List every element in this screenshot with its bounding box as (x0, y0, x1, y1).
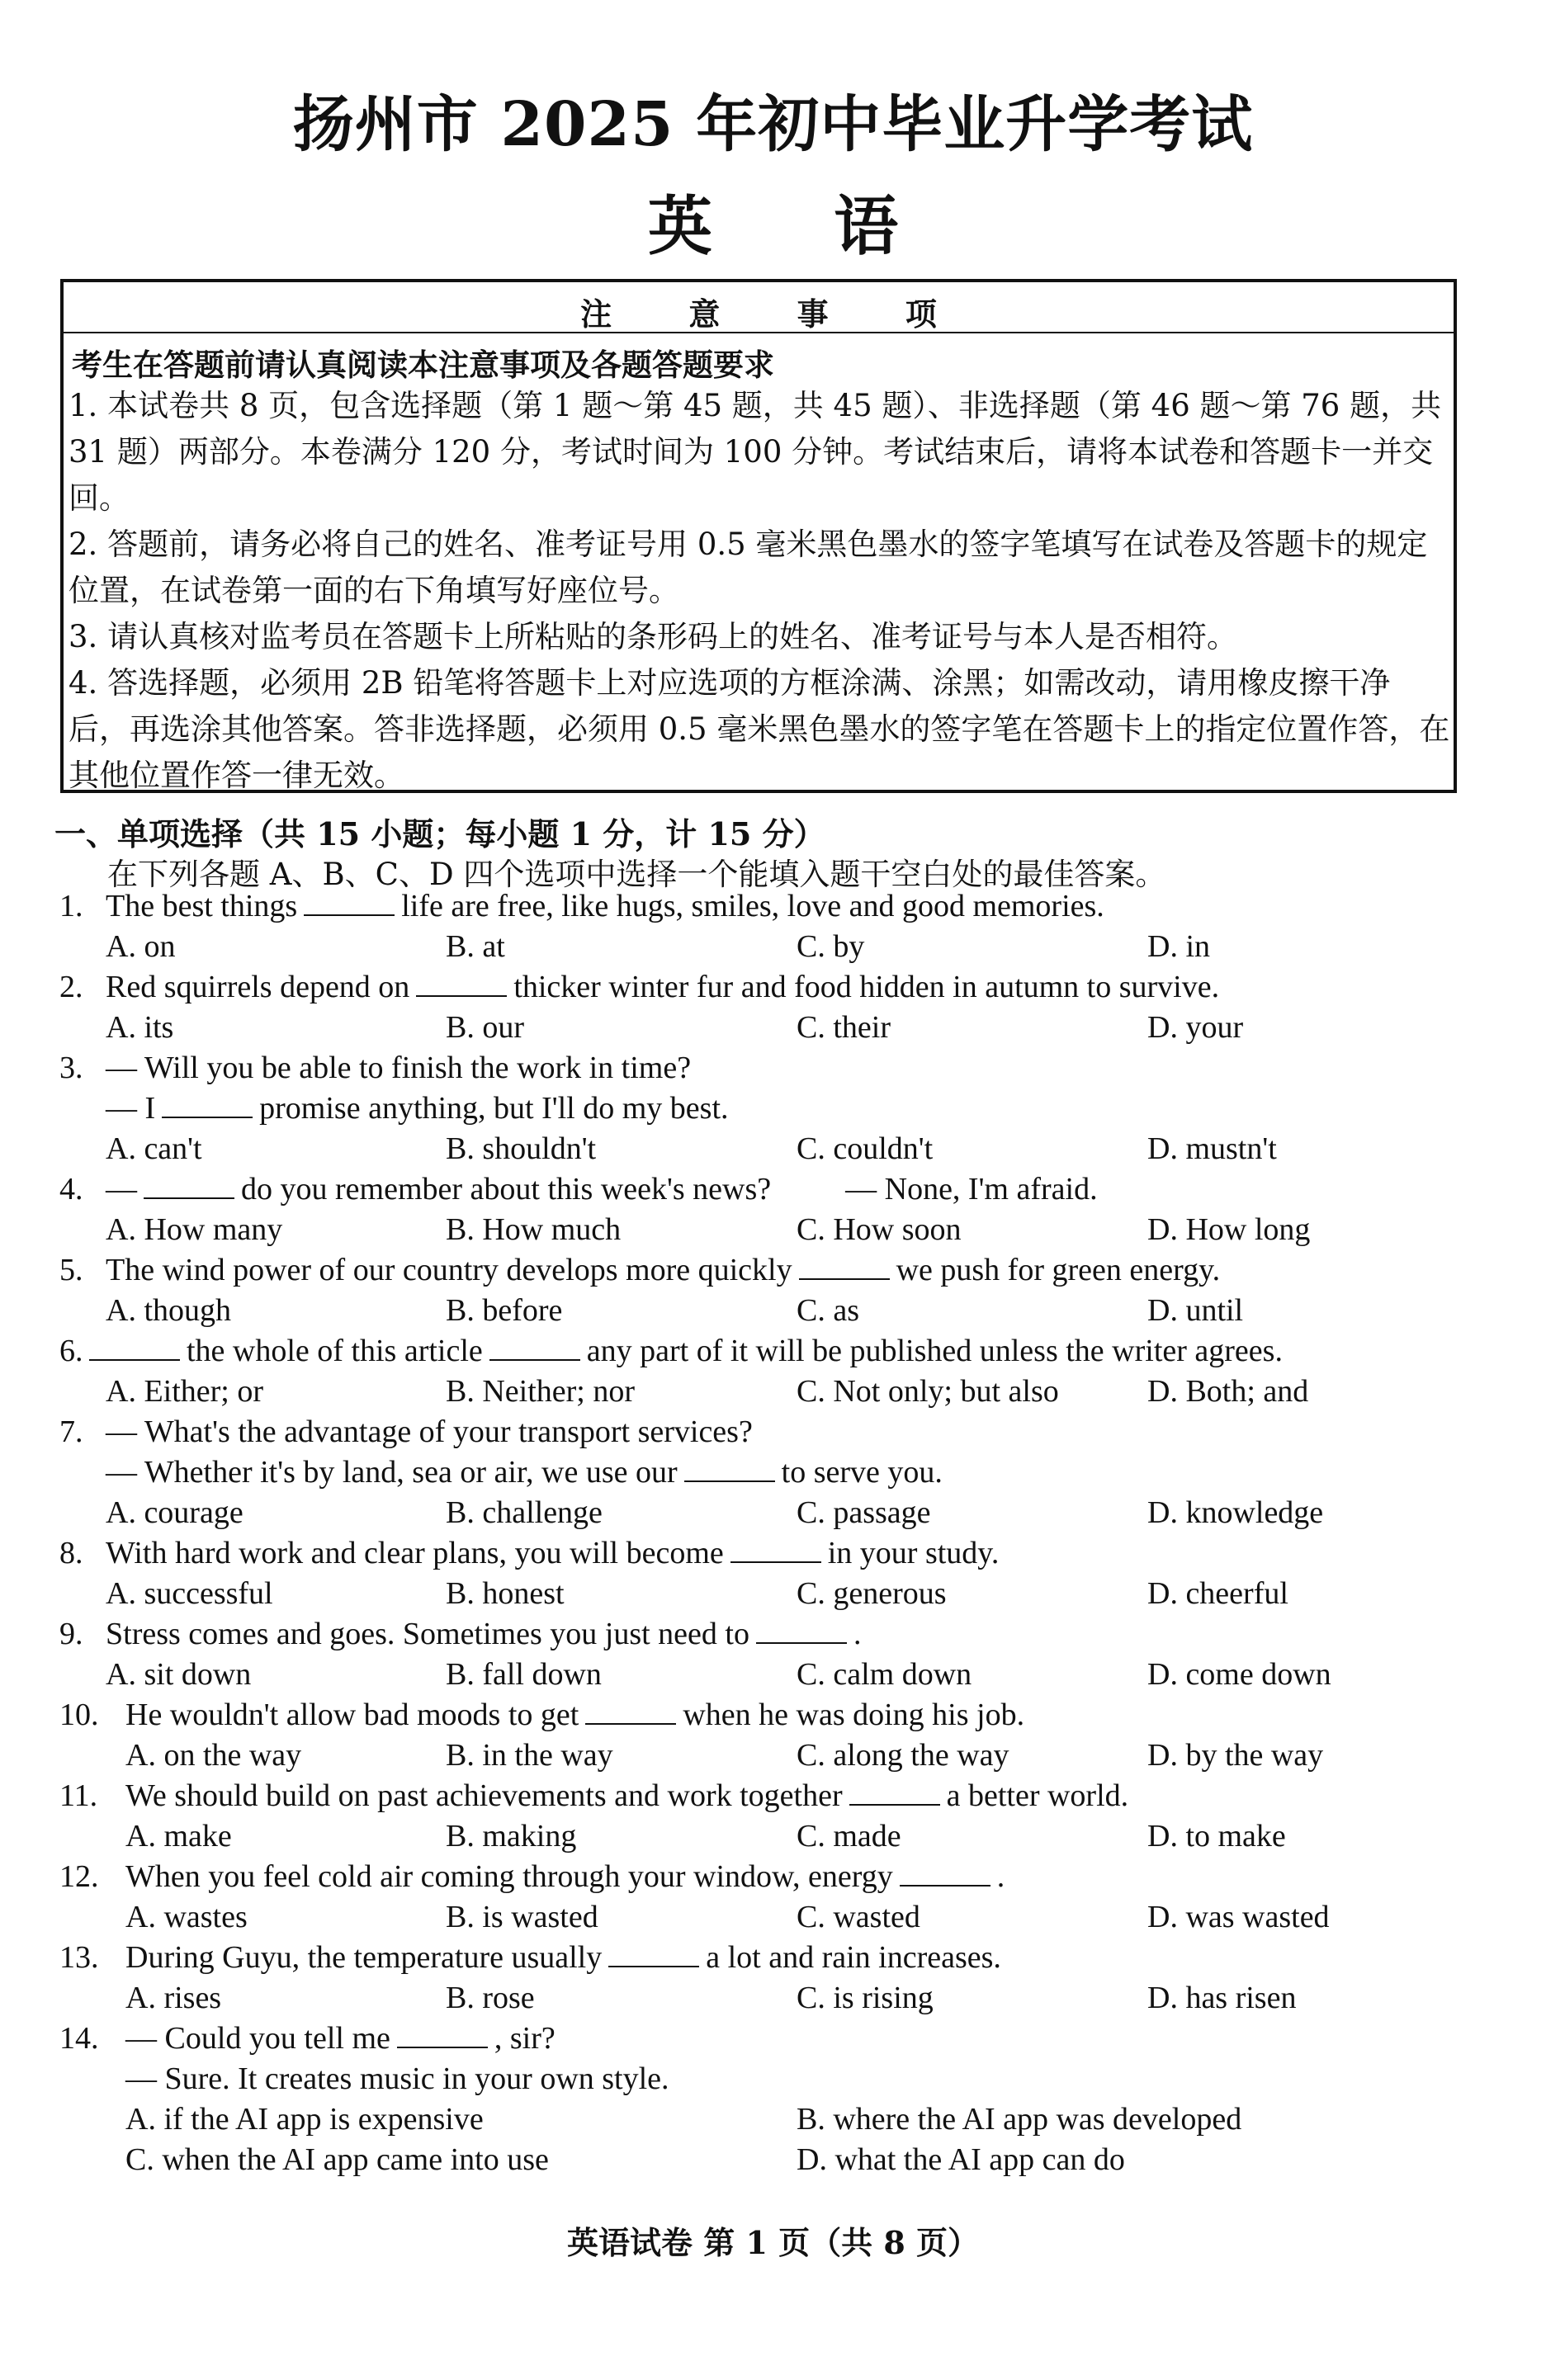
question-number: 4. (59, 1172, 83, 1207)
section-title: 一、单项选择（共 15 小题；每小题 1 分，计 15 分） (54, 815, 825, 852)
notice-item-4: 4. 答选择题，必须用 2B 铅笔将答题卡上对应选项的方框涂满、涂黑；如需改动，请用橡皮擦干净后，再选涂其他答案。答非选择题，必须用 0.5 毫米黑色墨水的签字笔在答题卡上的指定位置作答，在其他位置作答一律无效。 (69, 665, 1450, 793)
option-b: B. rose (446, 1981, 535, 2015)
question-stem: — Sure. It creates music in your own style. (125, 2061, 669, 2096)
option-b: B. Neither; nor (446, 1374, 636, 1409)
question-stem: When you feel cold air coming through your window, energy . (125, 1859, 1005, 1894)
option-c: C. their (797, 1010, 891, 1045)
option-c: C. is rising (797, 1981, 934, 2015)
option-b: B. fall down (446, 1657, 602, 1692)
option-c: C. when the AI app came into use (125, 2142, 549, 2177)
option-b: B. before (446, 1293, 563, 1328)
option-c: C. wasted (797, 1900, 920, 1934)
option-a: A. Either; or (106, 1374, 264, 1409)
notice-item-3: 3. 请认真核对监考员在答题卡上所粘贴的条形码上的姓名、准考证号与本人是否相符。 (69, 619, 1238, 654)
question-number: 3. (59, 1051, 83, 1085)
answer-blank (608, 1941, 699, 1967)
question-number: 5. (59, 1253, 83, 1287)
question-stem: — I promise anything, but I'll do my best. (106, 1091, 729, 1126)
answer-blank (684, 1456, 775, 1482)
question-number: 2. (59, 970, 83, 1004)
question-number: 6. (59, 1334, 83, 1368)
answer-blank (730, 1537, 821, 1563)
option-b: B. in the way (446, 1738, 613, 1773)
question-stem: — Whether it's by land, sea or air, we use our to serve you. (106, 1455, 943, 1490)
question-number: 10. (59, 1698, 99, 1732)
option-a: A. can't (106, 1131, 202, 1166)
notice-box (60, 279, 1457, 793)
answer-blank (585, 1698, 676, 1725)
option-c: C. passage (797, 1495, 931, 1530)
question-number: 14. (59, 2021, 99, 2056)
option-b: B. shouldn't (446, 1131, 597, 1166)
option-a: A. courage (106, 1495, 243, 1530)
answer-blank (304, 890, 395, 916)
page-footer: 英语试卷 第 1 页（共 8 页） (566, 2224, 980, 2261)
question-stem: — Will you be able to finish the work in time? (106, 1051, 692, 1085)
question-number: 9. (59, 1617, 83, 1651)
notice-item-2: 2. 答题前，请务必将自己的姓名、准考证号用 0.5 毫米黑色墨水的签字笔填写在试卷及答题卡的规定位置，在试卷第一面的右下角填写好座位号。 (69, 527, 1428, 608)
option-a: A. though (106, 1293, 231, 1328)
question-stem: — do you remember about this week's news? — None, I'm afraid. (106, 1172, 1098, 1207)
option-d: D. until (1147, 1293, 1244, 1328)
option-a: A. on (106, 929, 176, 964)
option-a: A. make (125, 1819, 232, 1853)
option-d: D. has risen (1147, 1981, 1297, 2015)
option-a: A. on the way (125, 1738, 302, 1773)
exam-title: 扬州市 2025 年初中毕业升学考试 (292, 89, 1254, 160)
option-b: B. How much (446, 1212, 622, 1247)
answer-blank (89, 1334, 180, 1361)
option-c: C. generous (797, 1576, 947, 1611)
answer-blank (416, 970, 507, 997)
question-number: 1. (59, 889, 83, 923)
option-d: D. Both; and (1147, 1374, 1309, 1409)
option-b: B. making (446, 1819, 577, 1853)
option-a: A. successful (106, 1576, 273, 1611)
option-b: B. honest (446, 1576, 565, 1611)
option-d: D. by the way (1147, 1738, 1324, 1773)
answer-blank (756, 1617, 847, 1644)
option-c: C. as (797, 1293, 859, 1328)
answer-blank (799, 1254, 890, 1280)
question-number: 8. (59, 1536, 83, 1570)
question-stem: the whole of this article any part of it will be published unless the writer agrees. (83, 1333, 1283, 1369)
question-stem: The best things life are free, like hugs, smiles, love and good memories. (106, 889, 1104, 923)
option-c: C. calm down (797, 1657, 972, 1692)
answer-blank (397, 2022, 488, 2048)
answer-blank (144, 1173, 234, 1199)
option-b: B. at (446, 929, 505, 964)
section-instruction: 在下列各题 A、B、C、D 四个选项中选择一个能填入题干空白处的最佳答案。 (107, 857, 1166, 892)
question-stem: — Could you tell me , sir? (125, 2021, 556, 2056)
option-b: B. where the AI app was developed (797, 2102, 1242, 2137)
option-d: D. to make (1147, 1819, 1286, 1853)
question-number: 7. (59, 1414, 83, 1449)
question-number: 13. (59, 1940, 99, 1975)
option-c: C. How soon (797, 1212, 962, 1247)
option-c: C. by (797, 929, 865, 964)
option-d: D. your (1147, 1010, 1244, 1045)
subject-title: 英 语 (647, 189, 948, 264)
question-stem: We should build on past achievements and work together a better world. (125, 1778, 1129, 1813)
question-stem: During Guyu, the temperature usually a lot and rain increases. (125, 1940, 1001, 1975)
option-a: A. sit down (106, 1657, 252, 1692)
option-a: A. if the AI app is expensive (125, 2102, 484, 2137)
option-d: D. come down (1147, 1657, 1331, 1692)
option-d: D. mustn't (1147, 1131, 1277, 1166)
answer-blank (162, 1092, 253, 1118)
option-c: C. Not only; but also (797, 1374, 1059, 1409)
option-a: A. wastes (125, 1900, 248, 1934)
option-d: D. in (1147, 929, 1210, 964)
question-number: 12. (59, 1859, 99, 1894)
option-d: D. knowledge (1147, 1495, 1324, 1530)
notice-subheading: 考生在答题前请认真阅读本注意事项及各题答题要求 (72, 347, 774, 383)
question-stem: He wouldn't allow bad moods to get when he was doing his job. (125, 1698, 1025, 1732)
question-stem: With hard work and clear plans, you will become in your study. (106, 1536, 1000, 1570)
option-c: C. along the way (797, 1738, 1009, 1773)
question-stem: — What's the advantage of your transport services? (106, 1414, 753, 1449)
question-stem: The wind power of our country develops more quickly we push for green energy. (106, 1253, 1221, 1287)
question-stem: Stress comes and goes. Sometimes you just need to . (106, 1617, 862, 1651)
answer-blank (849, 1779, 940, 1806)
option-d: D. was wasted (1147, 1900, 1330, 1934)
option-a: A. How many (106, 1212, 283, 1247)
option-b: B. challenge (446, 1495, 603, 1530)
notice-heading: 注 意 事 项 (580, 295, 970, 333)
notice-item-1: 1. 本试卷共 8 页，包含选择题（第 1 题～第 45 题，共 45 题）、非选择题（第 46 题～第 76 题，共 31 题）两部分。本卷满分 120 分，考试时间为 100 分钟。考试结束后，请将本试卷和答题卡一并交回。 (69, 388, 1442, 516)
notice-divider (64, 332, 1454, 333)
answer-blank (900, 1860, 990, 1887)
option-a: A. rises (125, 1981, 222, 2015)
option-b: B. our (446, 1010, 524, 1045)
question-number: 11. (59, 1778, 98, 1813)
answer-blank (489, 1334, 580, 1361)
option-a: A. its (106, 1010, 174, 1045)
option-c: C. couldn't (797, 1131, 934, 1166)
option-c: C. made (797, 1819, 901, 1853)
option-d: D. what the AI app can do (797, 2142, 1125, 2177)
question-stem: Red squirrels depend on thicker winter fur and food hidden in autumn to survive. (106, 970, 1220, 1004)
option-d: D. cheerful (1147, 1576, 1288, 1611)
option-b: B. is wasted (446, 1900, 598, 1934)
option-d: D. How long (1147, 1212, 1311, 1247)
